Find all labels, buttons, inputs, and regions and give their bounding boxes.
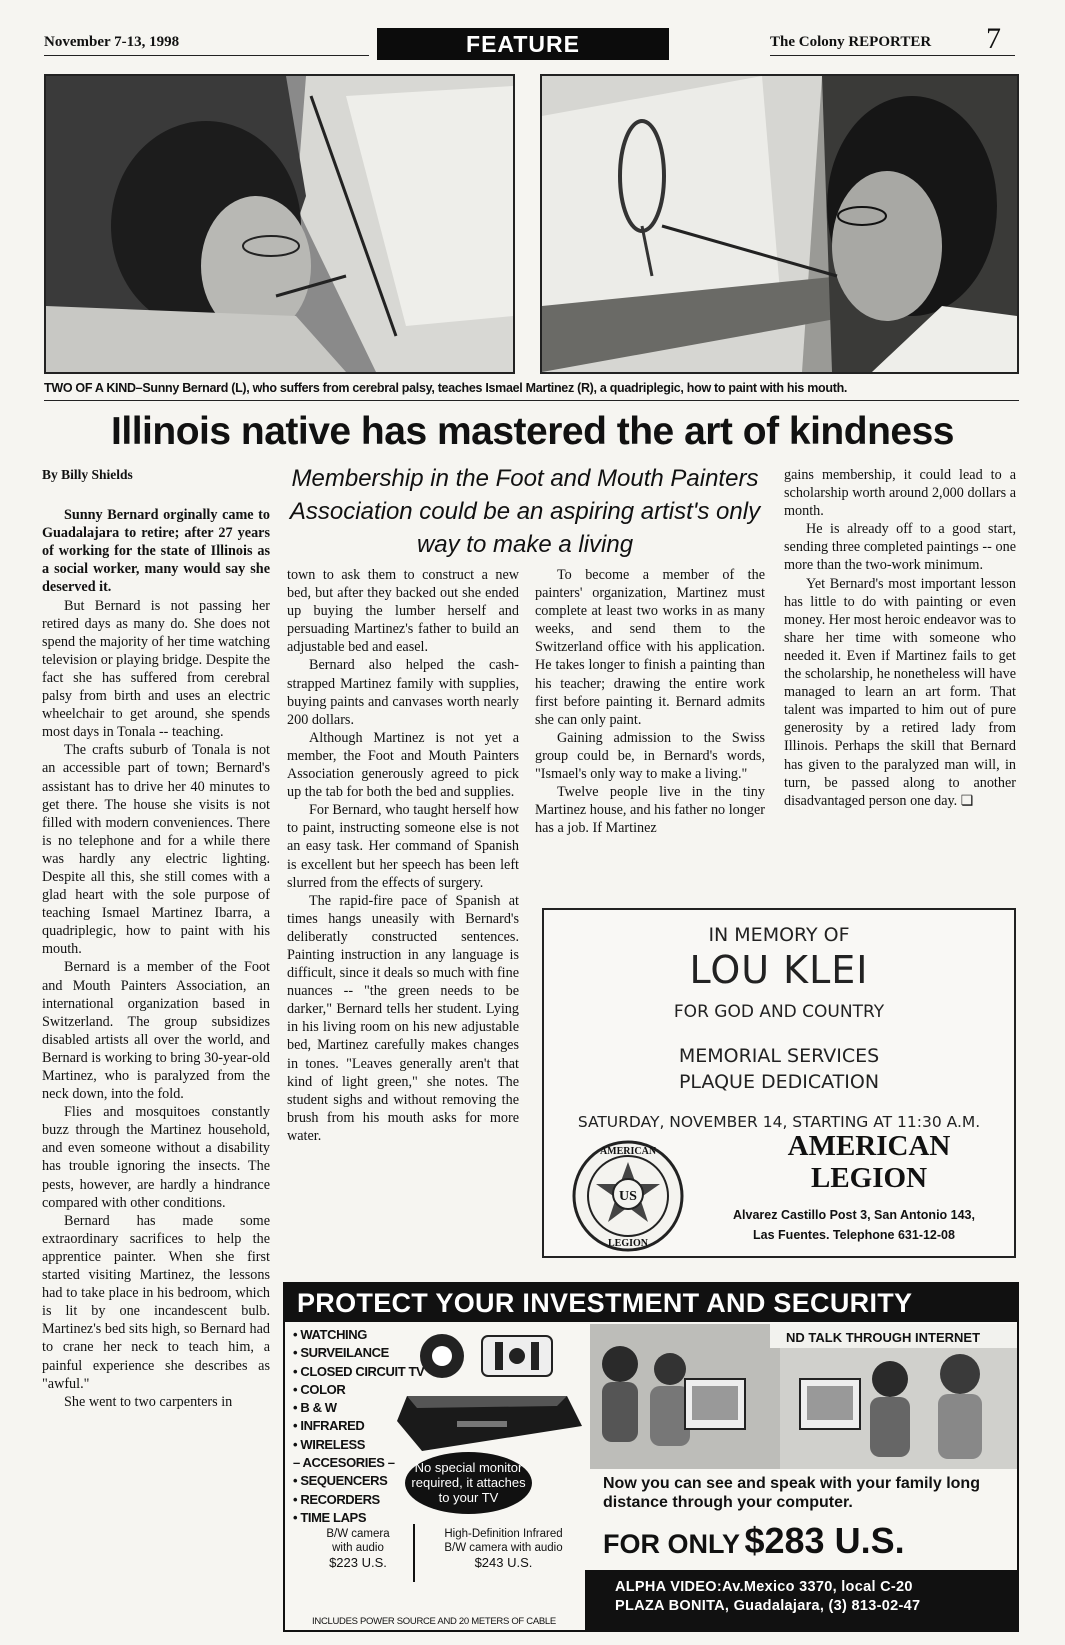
- paragraph: Twelve people live in the tiny Martinez house, and his father no longer has a job. If Martinez: [535, 784, 765, 837]
- paragraph: town to ask them to construct a new bed, but after they backed out she ended up buying the lumber herself and persuading Martinez's father to build an adjustable bed and easel.: [287, 567, 519, 656]
- paragraph: Bernard is a member of the Foot and Mouth Painters Association, an international organization based in Switzerland. The group subsidizes disabled artists all over the world, and Bernard is working to bring 30-year-old Martinez, who is paralyzed from the neck down, into the fold.: [42, 959, 270, 1103]
- feature-item: • WIRELESS: [293, 1436, 366, 1452]
- header-rule-left: [44, 55, 369, 56]
- memorial-intro: IN MEMORY OF: [708, 924, 850, 946]
- dealer-line2: PLAZA BONITA, Guadalajara, (3) 813-02-47: [615, 1598, 921, 1614]
- feature-item: • TIME LAPS: [293, 1509, 367, 1525]
- feature-item: – ACCESORIES –: [293, 1455, 395, 1471]
- paragraph: gains membership, it could lead to a scholarship worth around 2,000 dollars a month.: [784, 467, 1016, 520]
- article-column-1: [42, 466, 270, 1411]
- camera2-price: $243 U.S.: [474, 1555, 533, 1570]
- price-prefix: FOR ONLY: [603, 1529, 741, 1559]
- talk-banner-text: ND TALK THROUGH INTERNET: [786, 1330, 981, 1345]
- camera1-desc1: B/W camera: [326, 1528, 390, 1540]
- paragraph: Bernard also helped the cash-strapped Martinez family with supplies, buying paints and canvases worth nearly 200 dollars.: [287, 657, 519, 728]
- org-address-line1: Alvarez Castillo Post 3, San Antonio 143,: [733, 1208, 975, 1222]
- paragraph: Flies and mosquitoes constantly buzz through the Martinez household, and even someone without a disability has trouble ignoring the insects. The pests, however, are hardly a hindrance compared with other conditions.: [42, 1104, 270, 1211]
- camera-equipment-illustration: [397, 1326, 587, 1466]
- org-address-line2: Las Fuentes. Telephone 631-12-08: [753, 1228, 955, 1242]
- memorial-date: SATURDAY, NOVEMBER 14, STARTING AT 11:30 A.M.: [577, 1113, 981, 1131]
- memorial-motto: FOR GOD AND COUNTRY: [673, 1002, 885, 1022]
- paragraph: He is already off to a good start, sending three completed paintings -- one more than the two-work minimum.: [784, 521, 1016, 574]
- paragraph: The crafts suburb of Tonala is not an accessible part of town; Bernard's assistant has to drive her 40 minutes to get there. The house she visits is not filled with modern conveniences. There is no telephone and for a while there was hardly any electric lighting. Despite all this, she still comes with a glad heart with the sole purpose of teaching Ismael Martinez Ibarra, a quadriplegic, how to paint with his mouth.: [42, 742, 270, 958]
- caption-rule: [44, 400, 1019, 401]
- org-name-line2: LEGION: [810, 1162, 928, 1194]
- feature-item: • SEQUENCERS: [293, 1473, 388, 1489]
- article-column-3: [535, 566, 765, 837]
- paragraph: Although Martinez is not yet a member, the Foot and Mouth Painters Association generously agreed to pick up the tab for both the bed and supplies.: [287, 729, 519, 801]
- headline: Illinois native has mastered the art of kindness: [111, 410, 954, 453]
- camera1-price: $223 U.S.: [329, 1555, 387, 1570]
- issue-date: November 7-13, 1998: [44, 34, 180, 50]
- emblem-top-text: AMERICAN: [599, 1146, 657, 1157]
- computer-users-illustration: [590, 1324, 1019, 1469]
- emblem-center-text: US: [619, 1189, 637, 1204]
- american-legion-emblem-icon: [568, 1136, 688, 1256]
- price-line: [603, 1520, 1015, 1562]
- header-rule-right: [770, 55, 1015, 56]
- photo-sunny-bernard: [44, 74, 515, 374]
- feature-item: • SURVEILANCE: [293, 1345, 389, 1361]
- memorial-name: LOU KLEI: [689, 948, 869, 992]
- dealer-info: [585, 1570, 1019, 1632]
- dealer-line1: ALPHA VIDEO:Av.Mexico 3370, local C-20: [615, 1579, 913, 1595]
- paragraph: Bernard has made some extraordinary sacrifices to help the apprentice painter. When she first started visiting Martinez, the lessons had to take place in his bedroom, which is lit by one incandescent bulb. Martinez's bed sits high, so Bernard had to crane her neck to teach him, a painful experience she describes as "awful.": [42, 1212, 270, 1392]
- feature-item: • COLOR: [293, 1381, 346, 1397]
- camera-divider: [413, 1524, 415, 1582]
- memorial-services: MEMORIAL SERVICES: [678, 1045, 880, 1067]
- paragraph: She went to two carpenters in: [64, 1393, 233, 1410]
- paragraph: To become a member of the painters' organization, Martinez must complete at least two works in as many weeks, and send them to the Switzerland office with his application. He takes longer to finish a painting than his teacher; drawing the entire work first before painting it. Bernard admits she can only paint.: [535, 567, 765, 728]
- camera2-desc1: High-Definition Infrared: [444, 1528, 563, 1540]
- paper-name: The Colony REPORTER: [770, 34, 932, 50]
- deck: Membership in the Foot and Mouth Painters Association could be an aspiring artist's only way to make a living: [289, 465, 761, 558]
- paragraph: But Bernard is not passing her retired days as many do. She does not spend the majority of her time watching television or playing bridge. Despite the fact she has suffered from cerebral palsy from birth and uses an electric wheelchair to get around, she spends most days in Tonala -- teaching.: [42, 597, 270, 741]
- feature-item: • B & W: [293, 1400, 337, 1416]
- photo-ismael-martinez: [540, 74, 1019, 374]
- paragraph: Yet Bernard's most important lesson has little to do with painting or even money. Her most heroic endeavor was to share her time with someone who needed it. Even if Martinez fails to get the scholarship, he nonetheless will have managed to learn an art form. That talent was imparted to him out of pure generosity by a retired lady from Illinois. Perhaps the skill that Bernard has given to the paralyzed man will, in turn, be passed along to another disadvantaged person one day. ❏: [784, 575, 1016, 809]
- article-column-2: [287, 566, 519, 1145]
- paragraph: For Bernard, who taught herself how to paint, instructing someone else is not an easy task. Her command of Spanish is excellent but her speech has been left slurred from the effects of surgery.: [287, 802, 519, 891]
- price-value: $283 U.S.: [744, 1520, 905, 1561]
- page-number: 7: [986, 22, 1001, 55]
- org-name-line1: AMERICAN: [787, 1130, 951, 1162]
- feature-item: • INFRARED: [293, 1418, 365, 1434]
- includes-note: INCLUDES POWER SOURCE AND 20 METERS OF CABLE: [312, 1616, 556, 1627]
- emblem-bottom-text: LEGION: [607, 1238, 649, 1249]
- security-ad-title: PROTECT YOUR INVESTMENT AND SECURITY: [285, 1284, 1017, 1322]
- article-column-4: [784, 466, 1016, 810]
- memorial-ad: [542, 908, 1016, 1258]
- paragraph: Gaining admission to the Swiss group could be, in Bernard's words, "Ismael's only way to make a living.": [535, 729, 765, 783]
- feature-item: • WATCHING: [293, 1327, 367, 1342]
- paragraph: The rapid-fire pace of Spanish at times hangs uneasily with Bernard's deliberatly constructed sentences. Painting instruction in any language is difficult, since it deals so much with fine nuances -- "the green needs to be darker," Bernard tells her student. Lying in his living room on his new adjustable bed, Martinez carefully makes changes in tones. "Leaves generally aren't that kind of light green," she notes. The student sighs and without removing the brush from his mouth asks for more water.: [287, 892, 519, 1144]
- camera1-desc2: with audio: [332, 1542, 384, 1554]
- photo-caption: TWO OF A KIND–Sunny Bernard (L), who suffers from cerebral palsy, teaches Ismael Martinez (R), a quadriplegic, how to paint with his mouth.: [44, 381, 848, 395]
- section-banner: FEATURE: [377, 28, 669, 60]
- security-ad: [283, 1282, 1019, 1632]
- feature-item: • CLOSED CIRCUIT TV: [293, 1363, 425, 1379]
- memorial-plaque: PLAQUE DEDICATION: [678, 1071, 880, 1093]
- feature-item: • RECORDERS: [293, 1491, 380, 1507]
- no-monitor-bubble: No special monitor required, it attaches to your TV: [405, 1452, 532, 1514]
- now-you-can-text: Now you can see and speak with your family long distance through your computer.: [603, 1475, 980, 1511]
- byline: By Billy Shields: [42, 467, 133, 482]
- camera2-desc2: B/W camera with audio: [444, 1542, 563, 1554]
- article-lead: Sunny Bernard orginally came to Guadalajara to retire; after 27 years of working for the state of Illinois as a social worker, many would say she deserved it.: [42, 507, 270, 596]
